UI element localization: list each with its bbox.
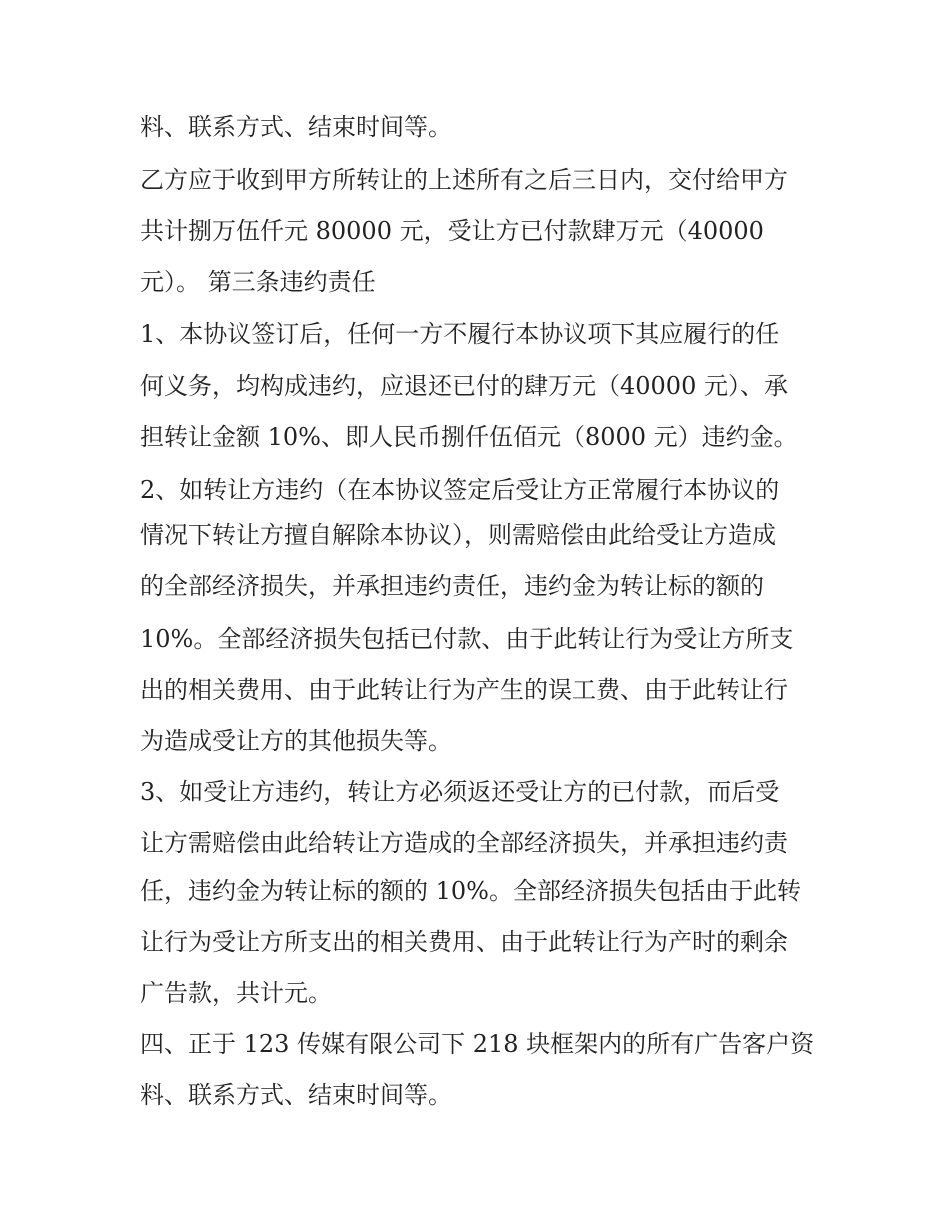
- text-line: 让行为受让方所支出的相关费用、由于此转让行为产时的剩余: [140, 928, 788, 956]
- text-line: 担转让金额 10%、即人民币捌仟伍佰元（8000 元）违约金。: [140, 423, 798, 451]
- text-line: 何义务，均构成违约，应退还已付的肆万元（40000 元）、承: [140, 372, 788, 400]
- text-line: 任，违约金为转让标的额的 10%。全部经济损失包括由于此转: [140, 877, 801, 905]
- text-line: 的全部经济损失，并承担违约责任，违约金为转让标的额的: [140, 572, 764, 600]
- text-line: 乙方应于收到甲方所转让的上述所有之后三日内，交付给甲方: [140, 166, 788, 194]
- text-line: 3、如受让方违约，转让方必须返还受让方的已付款，而后受: [140, 778, 780, 806]
- text-line: 共计捌万伍仟元 80000 元，受让方已付款肆万元（40000: [140, 217, 764, 245]
- text-line: 让方需赔偿由此给转让方造成的全部经济损失，并承担违约责: [140, 829, 788, 857]
- text-line: 料、联系方式、结束时间等。: [140, 1081, 452, 1109]
- text-line: 出的相关费用、由于此转让行为产生的误工费、由于此转让行: [140, 676, 788, 704]
- text-line: 广告款，共计元。: [140, 979, 332, 1007]
- text-line: 情况下转让方擅自解除本协议），则需赔偿由此给受让方造成: [140, 521, 776, 549]
- text-line: 料、联系方式、结束时间等。: [140, 113, 452, 141]
- text-line: 2、如转让方违约（在本协议签定后受让方正常履行本协议的: [140, 476, 780, 504]
- text-line: 四、正于 123 传媒有限公司下 218 块框架内的所有广告客户资: [140, 1030, 815, 1058]
- text-line: 为造成受让方的其他损失等。: [140, 727, 452, 755]
- text-line: 10%。全部经济损失包括已付款、由于此转让行为受让方所支: [140, 625, 794, 653]
- text-line: 1、本协议签订后，任何一方不履行本协议项下其应履行的任: [140, 320, 780, 348]
- text-line: 元）。 第三条违约责任: [140, 268, 376, 296]
